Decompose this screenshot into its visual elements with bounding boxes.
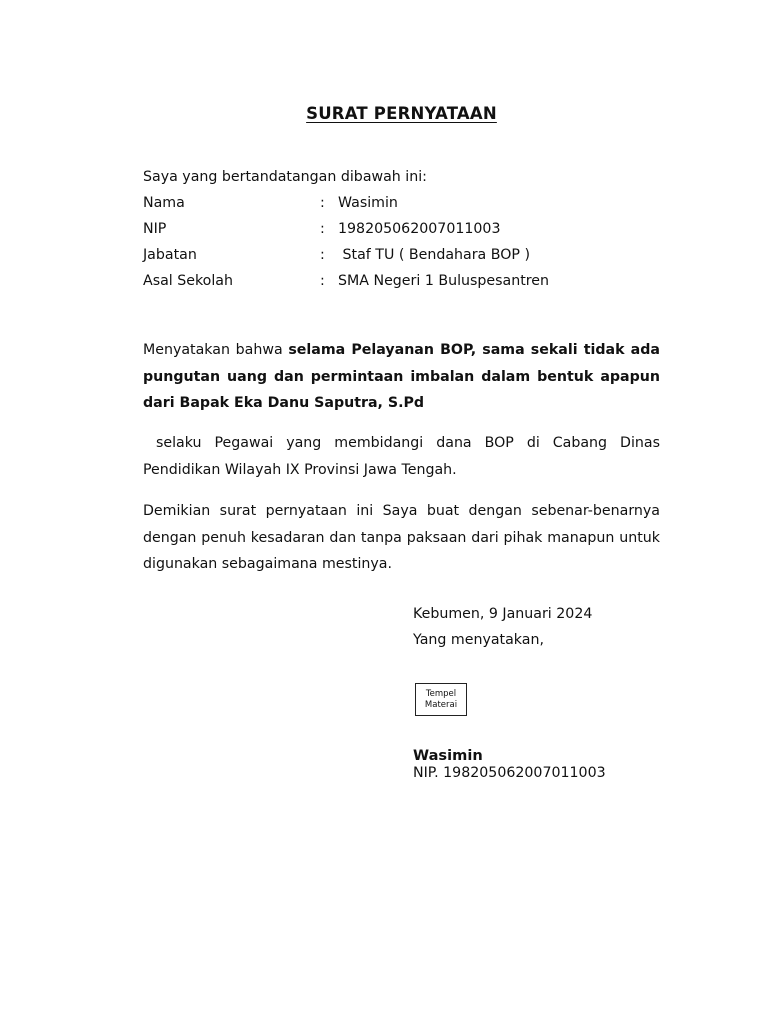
statement-prefix: Menyatakan bahwa [143, 342, 289, 358]
closing-salutation: Yang menyatakan, [413, 632, 544, 648]
statement-paragraph [143, 337, 660, 417]
stamp-line: Materai [424, 699, 458, 710]
identity-value: SMA Negeri 1 Buluspesantren [338, 273, 550, 289]
identity-colon: : [320, 195, 325, 211]
signer-nip: NIP. 198205062007011003 [413, 765, 606, 781]
intro-text: Saya yang bertandatangan dibawah ini: [143, 169, 427, 185]
stamp-line: Tempel [425, 688, 457, 699]
identity-value: Wasimin [338, 195, 398, 211]
closing-paragraph: Demikian surat pernyataan ini Saya buat dengan sebenar-benarnya dengan penuh kesadaran dan tanpa paksaan dari pihak manapun untuk digunakan sebagaimana mestinya. [143, 503, 660, 572]
identity-label: Nama [143, 195, 185, 211]
identity-label: Asal Sekolah [143, 273, 233, 289]
identity-label: NIP [143, 221, 167, 237]
stamp-placeholder [415, 683, 467, 716]
signer-name: Wasimin [413, 747, 483, 764]
statement-bold-text: selama Pelayanan BOP, sama sekali tidak ada pungutan uang dan permintaan imbalan dalam bentuk apapun dari Bapak Eka Danu Saputra, S.Pd [143, 342, 660, 411]
identity-label: Jabatan [143, 247, 197, 263]
identity-colon: : [320, 247, 325, 263]
document-title: SURAT PERNYATAAN [306, 104, 497, 123]
identity-colon: : [320, 221, 325, 237]
identity-value: 198205062007011003 [338, 221, 501, 237]
place-date: Kebumen, 9 Januari 2024 [413, 606, 593, 622]
identity-colon: : [320, 273, 325, 289]
duty-paragraph: selaku Pegawai yang membidangi dana BOP di Cabang Dinas Pendidikan Wilayah IX Provinsi Jawa Tengah. [143, 435, 660, 478]
identity-value: Staf TU ( Bendahara BOP ) [338, 247, 531, 263]
